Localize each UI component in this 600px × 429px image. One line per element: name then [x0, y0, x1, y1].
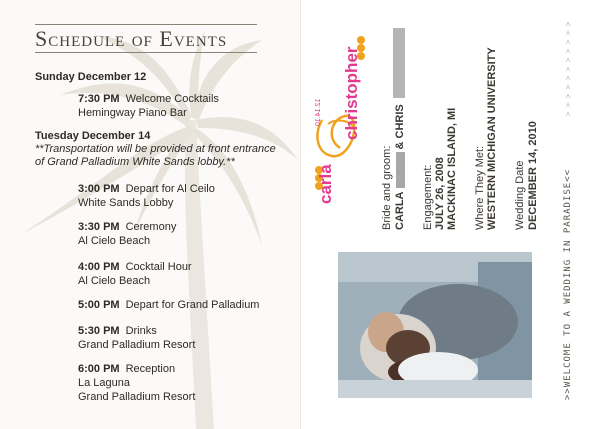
event-time: 7:30 PM [78, 93, 120, 105]
event-time: 4:00 PM [78, 261, 120, 273]
event-place: Hemingway Piano Bar [78, 107, 187, 119]
event-name: Depart for Al Ceilo [125, 183, 215, 195]
event-time: 5:30 PM [78, 325, 120, 337]
wedding-date-value: DECEMBER 14, 2010 [527, 121, 539, 230]
event-item [78, 362, 195, 404]
event-time: 6:00 PM [78, 363, 120, 375]
event-name: Depart for Grand Palladium [125, 299, 260, 311]
event-place: Grand Palladium Resort [78, 339, 196, 351]
chevron-strip-top: ˄ ˄ ˄ ˄ ˄ ˄ ˄ ˄ ˄ ˄ ˄ [565, 20, 571, 119]
event-item [78, 92, 219, 120]
transport-note: **Transportation will be provided at front entrance of Grand Palladium White Sands lobby.** [35, 143, 276, 168]
day-heading: Tuesday December 14 [35, 130, 151, 142]
event-place: Al Cielo Beach [78, 235, 151, 247]
event-item [78, 260, 192, 288]
event-item [78, 298, 259, 312]
met-label: Where They Met: [474, 145, 486, 230]
event-place: La Laguna [78, 377, 130, 389]
event-name: Cocktail Hour [125, 261, 192, 273]
event-item [78, 182, 215, 210]
day-heading: Sunday December 12 [35, 71, 147, 83]
engagement-place: MACKINAC ISLAND, MI [446, 107, 458, 230]
event-time: 3:30 PM [78, 221, 120, 233]
bride-groom-label: Bride and groom: [381, 145, 393, 230]
wedding-date-label: Wedding Date [514, 160, 526, 230]
couple-monogram-logo [310, 28, 370, 208]
couple-photo [338, 252, 532, 398]
event-name: Welcome Cocktails [125, 93, 219, 105]
name-redaction [396, 153, 405, 189]
event-place: Al Cielo Beach [78, 275, 151, 287]
welcome-banner: >>WELCOME TO A WEDDING IN PARADISE<< [563, 168, 573, 400]
event-item [78, 220, 176, 248]
event-item [78, 324, 195, 352]
groom-name-logo: christopher [342, 46, 361, 140]
event-name: Reception [125, 363, 176, 375]
event-time: 5:00 PM [78, 299, 120, 311]
met-value: WESTERN MICHIGAN UNIVERSITY [486, 47, 498, 230]
bride-name: CARLA [394, 191, 406, 230]
title-rule-top [35, 24, 257, 25]
title-rule-bottom [35, 52, 257, 53]
bride-groom-value [394, 104, 406, 230]
event-place-line2: Grand Palladium Resort [78, 391, 196, 403]
schedule-title: Schedule of Events [35, 26, 228, 51]
logo-date: 12.14.10 [315, 98, 322, 126]
name-redaction-block [393, 28, 405, 98]
event-name: Drinks [125, 325, 157, 337]
groom-name: & CHRIS [394, 104, 406, 150]
engagement-date: JULY 26, 2008 [434, 157, 446, 230]
bride-name-logo: carla [316, 164, 335, 204]
event-name: Ceremony [125, 221, 177, 233]
engagement-label: Engagement: [422, 164, 434, 230]
event-place: White Sands Lobby [78, 197, 174, 209]
event-time: 3:00 PM [78, 183, 120, 195]
